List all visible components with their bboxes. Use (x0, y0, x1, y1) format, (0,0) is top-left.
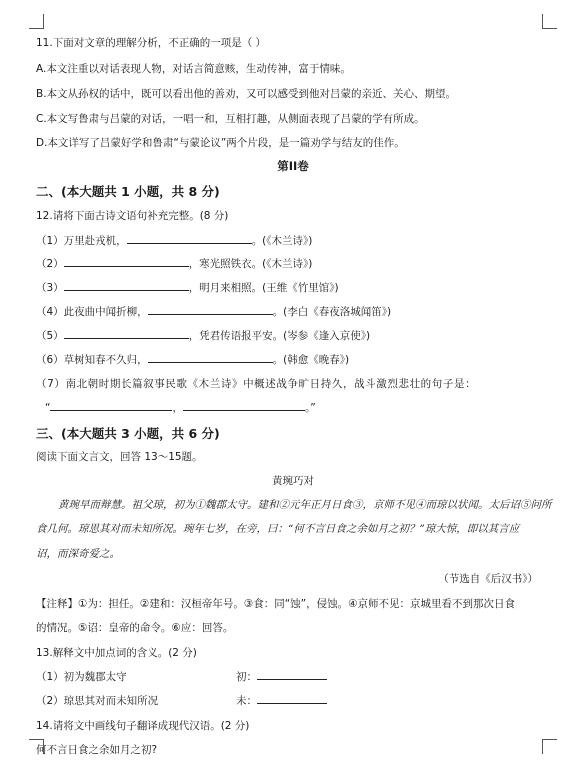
answer-blank-7b[interactable] (183, 400, 305, 411)
fill-item-2 (36, 256, 312, 271)
section-2-heading: 二、(本大题共 1 小题，共 8 分) (36, 184, 220, 199)
fill-item-7-open-quote: “ (45, 402, 51, 414)
section-3-heading: 三、(本大题共 3 小题，共 6 分) (36, 426, 220, 441)
passage-line-2: 食几何。琼思其对而未知所况。琬年七岁，在旁，曰：“何不言日食之余如月之初？”琼大惊，即以其言应 (36, 523, 520, 535)
fill-item-3-pre: （3） (36, 282, 64, 294)
answer-blank-3[interactable] (64, 280, 189, 291)
answer-blank-1[interactable] (127, 233, 252, 244)
fill-item-1 (36, 233, 312, 248)
crop-mark-bottom-right (542, 739, 557, 754)
fill-item-7-blanks (45, 400, 316, 415)
q13-item-2-sentence: （2）琼思其对而未知所况 (36, 695, 159, 707)
crop-mark-top-right (542, 14, 557, 29)
q11-option-b: B.本文从孙权的话中，既可以看出他的善劝，又可以感受到他对吕蒙的亲近、关心、期望。 (36, 88, 457, 100)
fill-item-4 (36, 304, 391, 319)
passage-line-3: 诏，而深奇爱之。 (36, 548, 120, 560)
fill-item-5 (36, 328, 370, 343)
fill-item-1-post: 。(《木兰诗》) (251, 235, 313, 247)
passage-title: 黄琬巧对 (272, 475, 314, 487)
answer-blank-13-2[interactable] (257, 693, 327, 704)
answer-blank-7a[interactable] (50, 400, 172, 411)
fill-item-7-close-quote: 。” (304, 402, 316, 414)
fill-item-2-post: ，寒光照铁衣。(《木兰诗》) (188, 258, 313, 270)
q13-item-2-word: 未： (236, 695, 257, 707)
answer-blank-5[interactable] (64, 328, 189, 339)
q13-item-2-answer (236, 693, 327, 708)
q11-stem: 11.下面对文章的理解分析，不正确的一项是（ ） (36, 37, 267, 49)
q14-sentence: 何不言日食之余如月之初? (36, 744, 158, 756)
fill-item-6 (36, 352, 349, 367)
q13-item-1 (36, 669, 127, 684)
fill-item-5-post: ，凭君传语报平安。(岑参《逢入京使》) (188, 330, 371, 342)
notes-line-2: 的情况。⑤诏：皇帝的命令。⑥应：回答。 (36, 622, 234, 634)
q11-option-a: A.本文注重以对话表现人物，对话言简意赅，生动传神，富于情味。 (36, 63, 351, 75)
fill-item-1-pre: （1）万里赴戎机， (36, 235, 127, 247)
answer-blank-6[interactable] (148, 352, 273, 363)
section-3-intro: 阅读下面文言文，回答 13～15题。 (36, 451, 203, 463)
q13-item-1-answer (236, 669, 327, 684)
crop-mark-top-left (29, 14, 44, 29)
fill-item-4-pre: （4）此夜曲中闻折柳， (36, 306, 148, 318)
fill-item-6-post: 。(韩愈《晚春》) (272, 354, 350, 366)
fill-item-5-pre: （5） (36, 330, 64, 342)
fill-item-7-comma: ， (172, 402, 183, 414)
fill-item-2-pre: （2） (36, 258, 64, 270)
passage-line-1: 黄琬早而辩慧。祖父琼，初为①魏郡太守。建和②元年正月日食③，京师不见④而琼以状闻。太后诏⑤问所 (58, 499, 552, 511)
passage-source: （节选自《后汉书》） (438, 573, 538, 585)
q13-item-1-word: 初： (236, 671, 257, 683)
q13-item-1-sentence: （1）初为魏郡太守 (36, 671, 127, 683)
notes-line-1: 【注释】①为：担任。②建和：汉桓帝年号。③食：同“蚀”，侵蚀。④京师不见：京城里看不到那次日食 (36, 598, 516, 610)
volume-2-title: 第II卷 (277, 159, 309, 173)
q11-option-d: D.本文详写了吕蒙好学和鲁肃“与蒙论议”两个片段，是一篇劝学与结友的佳作。 (36, 137, 405, 149)
fill-item-3-post: ，明月来相照。(王维《竹里馆》) (188, 282, 339, 294)
answer-blank-2[interactable] (64, 256, 189, 267)
q14-stem: 14.请将文中画线句子翻译成现代汉语。(2 分) (36, 720, 250, 732)
answer-blank-13-1[interactable] (257, 669, 327, 680)
q12-stem: 12.请将下面古诗文语句补充完整。(8 分) (36, 210, 229, 222)
q11-option-c: C.本文写鲁肃与吕蒙的对话，一唱一和，互相打趣，从侧面表现了吕蒙的学有所成。 (36, 113, 425, 125)
fill-item-6-pre: （6）草树知春不久归， (36, 354, 148, 366)
q13-stem: 13.解释文中加点词的含义。(2 分) (36, 647, 197, 659)
fill-item-7-stem: （7）南北朝时期长篇叙事民歌《木兰诗》中概述战争旷日持久，战斗激烈悲壮的句子是： (36, 378, 477, 390)
fill-item-4-post: 。(李白《春夜洛城闻笛》) (272, 306, 392, 318)
fill-item-3 (36, 280, 339, 295)
answer-blank-4[interactable] (148, 304, 273, 315)
q13-item-2 (36, 693, 158, 708)
